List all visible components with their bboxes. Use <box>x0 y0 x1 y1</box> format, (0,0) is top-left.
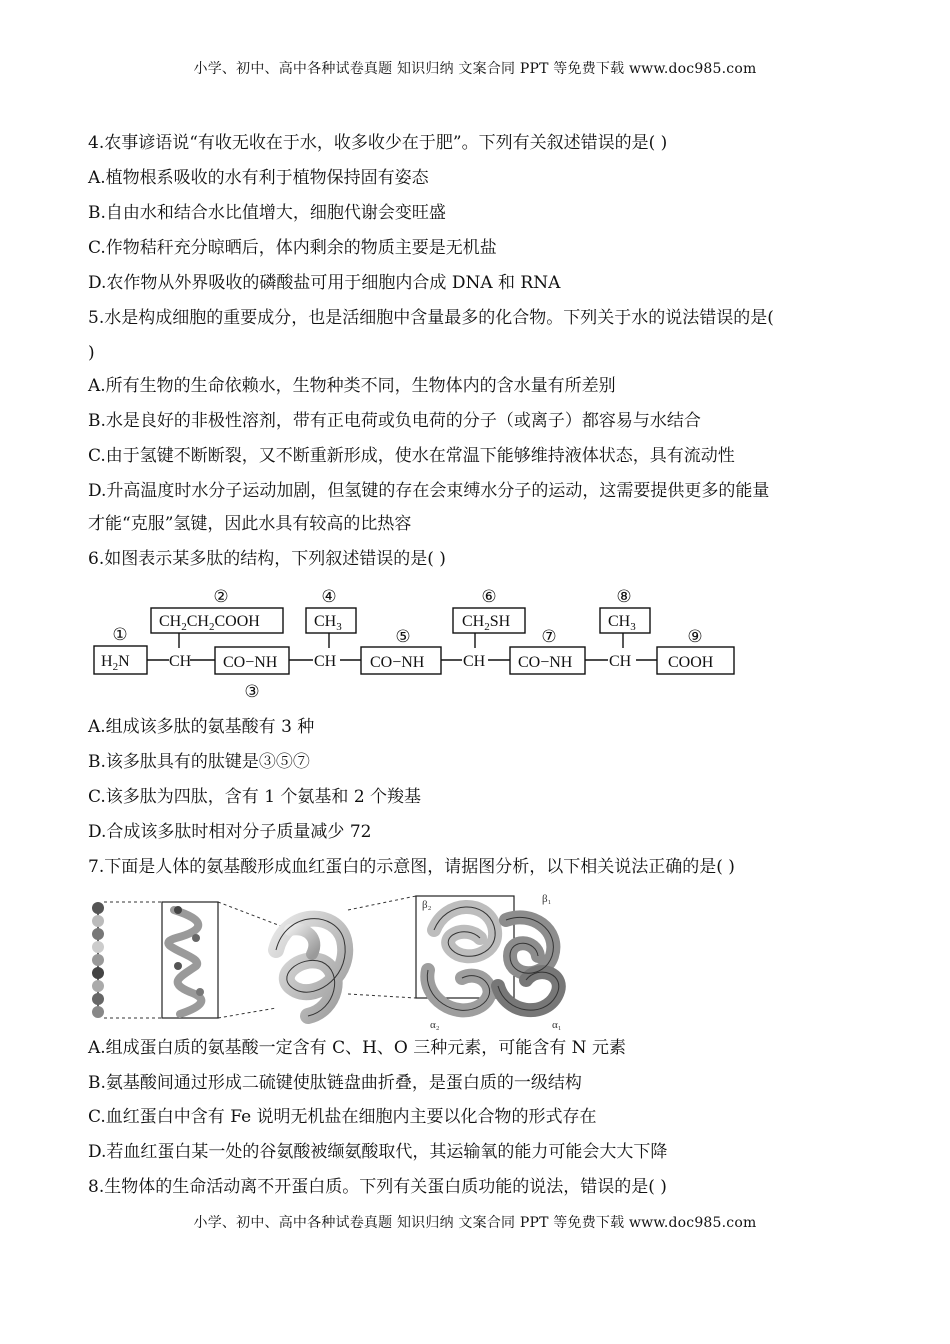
q7-stem: 7.下面是人体的氨基酸形成血红蛋白的示意图，请据图分析，以下相关说法正确的是( ) <box>88 857 735 877</box>
q6-stem: 6.如图表示某多肽的结构，下列叙述错误的是( ) <box>88 549 446 569</box>
q5-option-d: D.升高温度时水分子运动加剧，但氢键的存在会束缚水分子的运动，这需要提供更多的能量 <box>88 481 770 501</box>
q4-stem: 4.农事谚语说“有收无收在于水，收多收少在于肥”。下列有关叙述错误的是( ) <box>88 133 668 153</box>
r-group-3: $CH_2SH$ <box>462 613 511 633</box>
beta1-label: β₁ <box>542 893 552 905</box>
peptide-bond-3: CO−NH <box>518 654 573 671</box>
hemoglobin-figure <box>86 890 586 1030</box>
r-group-2: $CH_3$ <box>314 613 342 633</box>
q5-option-b: B.水是良好的非极性溶剂，带有正电荷或负电荷的分子（或离子）都容易与水结合 <box>88 411 701 431</box>
label-1: ① <box>112 625 128 644</box>
q4-option-d: D.农作物从外界吸收的磷酸盐可用于细胞内合成 DNA 和 RNA <box>88 273 561 293</box>
q6-option-a: A.组成该多肽的氨基酸有 3 种 <box>88 717 315 737</box>
q5-option-d-cont: 才能“克服”氢键，因此水具有较高的比热容 <box>88 514 412 534</box>
label-8: ⑧ <box>616 587 632 606</box>
alpha-helix <box>162 902 218 1018</box>
q6-option-c: C.该多肽为四肽，含有 1 个氨基和 2 个羧基 <box>88 787 422 807</box>
peptide-bond-2: CO−NH <box>370 654 425 671</box>
label-9: ⑨ <box>687 627 703 646</box>
alpha-carbon-4: CH <box>609 653 632 670</box>
q6-option-b: B.该多肽具有的肽键是③⑤⑦ <box>88 752 310 772</box>
q7-option-b: B.氨基酸间通过形成二硫键使肽链盘曲折叠，是蛋白质的一级结构 <box>88 1073 582 1093</box>
carboxyl-group: COOH <box>668 654 714 671</box>
amino-acid-chain <box>92 902 104 1018</box>
q6-option-d: D.合成该多肽时相对分子质量减少 72 <box>88 822 372 842</box>
page-header: 小学、初中、高中各种试卷真题 知识归纳 文案合同 PPT 等免费下载 www.doc985.com <box>193 61 757 77</box>
q4-option-a: A.植物根系吸收的水有利于植物保持固有姿态 <box>88 168 429 188</box>
beta2-label: β₂ <box>422 899 432 911</box>
label-6: ⑥ <box>481 587 497 606</box>
q5-option-a: A.所有生物的生命依赖水，生物种类不同，生物体内的含水量有所差别 <box>88 376 616 396</box>
alpha-carbon-2: CH <box>314 653 337 670</box>
q4-option-c: C.作物秸秆充分晾晒后，体内剩余的物质主要是无机盐 <box>88 238 497 258</box>
label-5: ⑤ <box>395 627 411 646</box>
polypeptide-diagram <box>86 580 746 704</box>
alpha1-label: α₁ <box>552 1019 562 1030</box>
q8-stem: 8.生物体的生命活动离不开蛋白质。下列有关蛋白质功能的说法，错误的是( ) <box>88 1177 667 1197</box>
hemoglobin-tetramer <box>416 896 559 1010</box>
amino-group: $H_2N$ <box>101 653 130 673</box>
label-7: ⑦ <box>541 627 557 646</box>
q7-option-d: D.若血红蛋白某一处的谷氨酸被缬氨酸取代，其运输氧的能力可能会大大下降 <box>88 1142 668 1162</box>
r-group-4: $CH_3$ <box>608 613 636 633</box>
peptide-bond-1: CO−NH <box>223 654 278 671</box>
alpha-carbon-1: CH <box>169 653 192 670</box>
q4-option-b: B.自由水和结合水比值增大，细胞代谢会变旺盛 <box>88 203 446 223</box>
r-group-1: $CH_2CH_2COOH$ <box>159 613 260 633</box>
alpha-carbon-3: CH <box>463 653 486 670</box>
label-4: ④ <box>321 587 337 606</box>
q7-option-c: C.血红蛋白中含有 Fe 说明无机盐在细胞内主要以化合物的形式存在 <box>88 1107 597 1127</box>
label-2: ② <box>213 587 229 606</box>
label-3: ③ <box>244 682 260 701</box>
folded-subunit <box>276 919 345 1016</box>
page-footer: 小学、初中、高中各种试卷真题 知识归纳 文案合同 PPT 等免费下载 www.doc985.com <box>193 1215 757 1231</box>
q5-stem: 5.水是构成细胞的重要成分，也是活细胞中含量最多的化合物。下列关于水的说法错误的是( <box>88 308 774 328</box>
q5-stem-cont: ) <box>88 343 95 363</box>
alpha2-label: α₂ <box>430 1019 440 1030</box>
q5-option-c: C.由于氢键不断断裂，又不断重新形成，使水在常温下能够维持液体状态，具有流动性 <box>88 446 735 466</box>
q7-option-a: A.组成蛋白质的氨基酸一定含有 C、H、O 三种元素，可能含有 N 元素 <box>88 1038 626 1058</box>
